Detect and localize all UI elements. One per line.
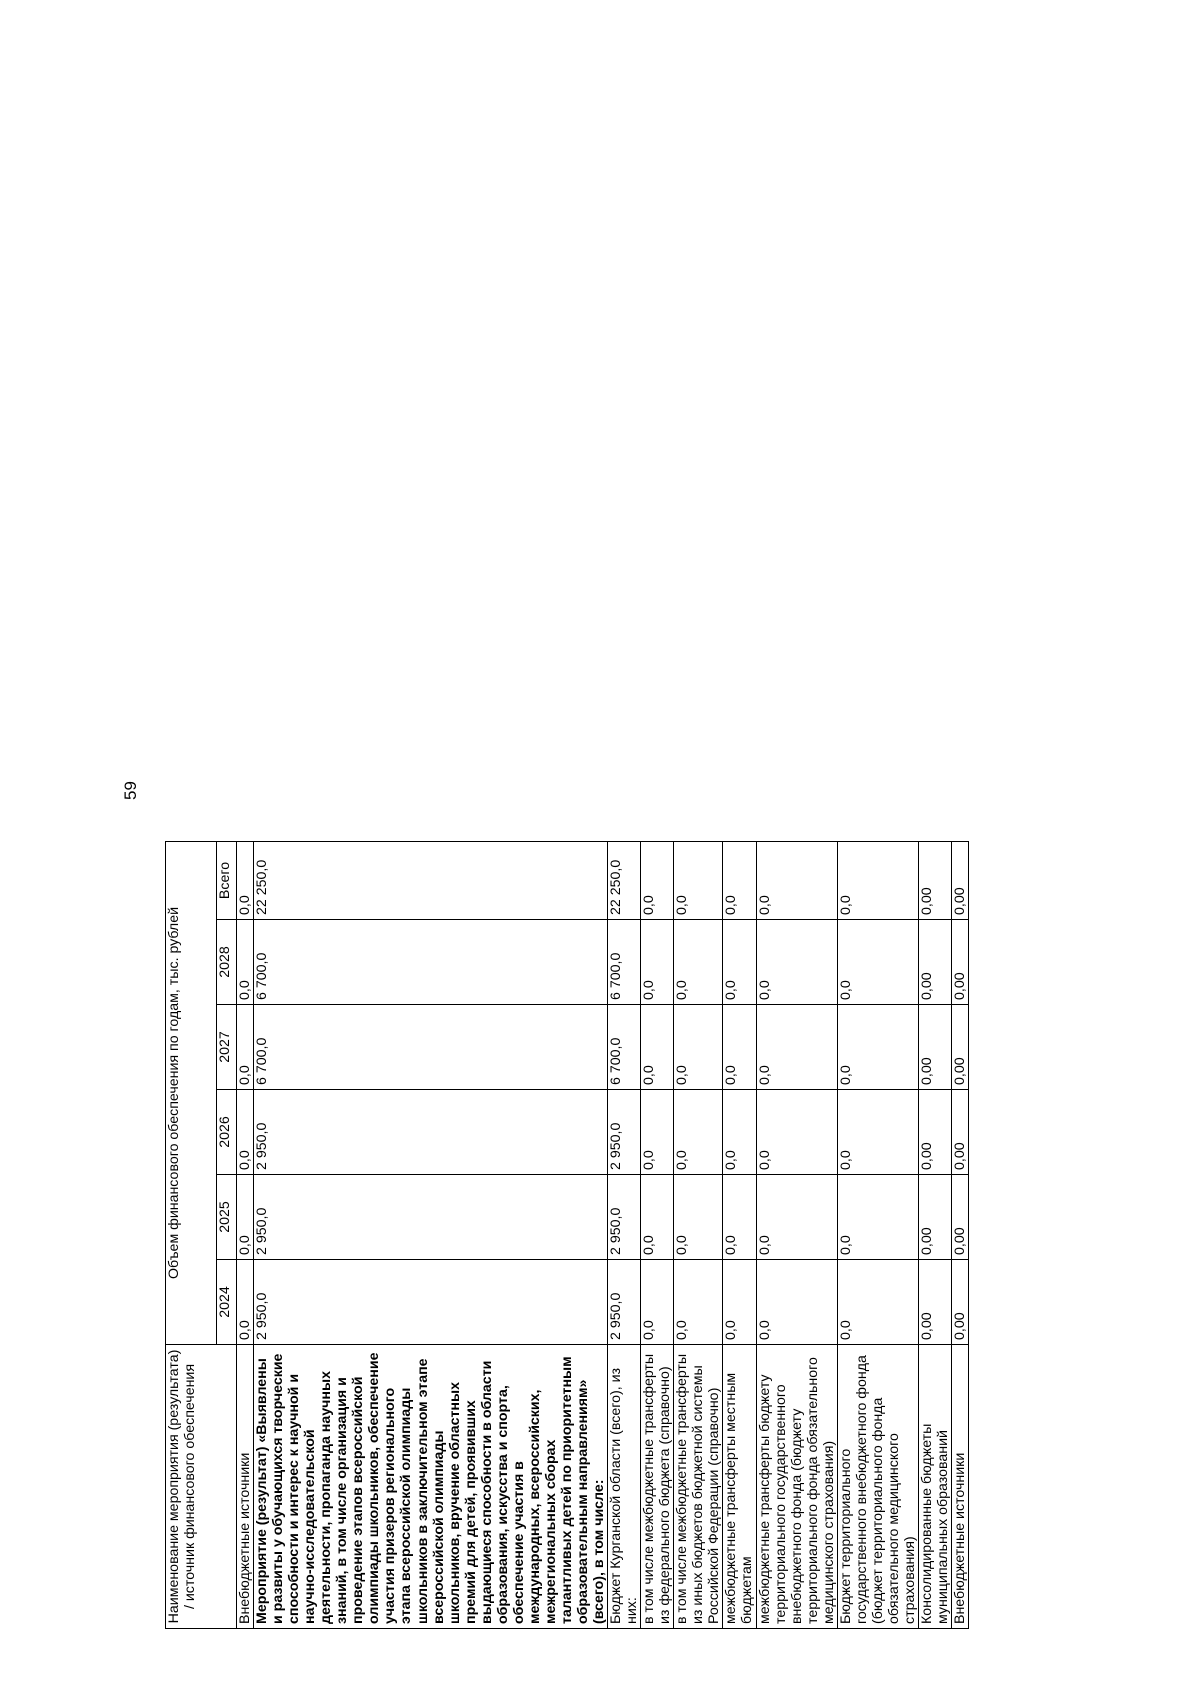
row-value: 0,0 — [641, 1260, 674, 1345]
row-value: 6 700,0 — [254, 920, 608, 1005]
row-value: 0,00 — [918, 920, 951, 1005]
row-value: 0,0 — [237, 1260, 254, 1345]
row-value: 0,0 — [837, 1005, 918, 1090]
header-total: Всего — [217, 841, 237, 919]
row-name: межбюджетные трансферты местным бюджетам — [723, 1345, 756, 1629]
row-name: Консолидированные бюджеты муниципальных образований — [918, 1345, 951, 1629]
row-value: 0,0 — [674, 920, 723, 1005]
row-name: Бюджет Курганской области (всего), из них: — [608, 1345, 641, 1629]
row-value: 0,0 — [756, 920, 837, 1005]
row-total: 0,00 — [918, 841, 951, 919]
row-name: межбюджетные трансферты бюджету территориального государственного внебюджетного фонда (бюджету территориального фонда обязательного медицинского страхования) — [756, 1345, 837, 1629]
rotated-table-container — [165, 842, 1080, 1629]
header-year: 2027 — [217, 1005, 237, 1090]
row-value: 0,00 — [952, 1175, 969, 1260]
row-value: 0,0 — [641, 1090, 674, 1175]
table-row — [608, 841, 641, 1628]
row-value: 0,0 — [641, 920, 674, 1005]
row-value: 2 950,0 — [254, 1090, 608, 1175]
row-value: 0,0 — [756, 1005, 837, 1090]
row-total: 22 250,0 — [608, 841, 641, 919]
row-value: 0,00 — [952, 1005, 969, 1090]
row-value: 0,0 — [237, 920, 254, 1005]
row-value: 0,0 — [756, 1090, 837, 1175]
header-year: 2028 — [217, 920, 237, 1005]
row-value: 0,0 — [723, 1090, 756, 1175]
table-row — [756, 841, 837, 1628]
header-year: 2025 — [217, 1175, 237, 1260]
row-total: 0,0 — [237, 841, 254, 919]
row-value: 0,0 — [674, 1005, 723, 1090]
row-value: 2 950,0 — [608, 1090, 641, 1175]
row-value: 2 950,0 — [608, 1175, 641, 1260]
row-value: 0,0 — [837, 1090, 918, 1175]
row-value: 0,0 — [837, 1175, 918, 1260]
row-value: 0,00 — [918, 1175, 951, 1260]
row-value: 0,0 — [237, 1005, 254, 1090]
row-name: в том числе межбюджетные трансферты из федерального бюджета (справочно) — [641, 1345, 674, 1629]
row-name: Внебюджетные источники — [237, 1345, 254, 1629]
table-row — [952, 841, 969, 1628]
row-total: 0,0 — [674, 841, 723, 919]
row-name: Внебюджетные источники — [952, 1345, 969, 1629]
row-value: 0,0 — [756, 1175, 837, 1260]
row-total: 22 250,0 — [254, 841, 608, 919]
row-value: 0,0 — [837, 1260, 918, 1345]
row-value: 0,00 — [918, 1260, 951, 1345]
table-row — [918, 841, 951, 1628]
row-total: 0,0 — [641, 841, 674, 919]
row-value: 2 950,0 — [608, 1260, 641, 1345]
header-year: 2026 — [217, 1090, 237, 1175]
row-value: 0,00 — [952, 1090, 969, 1175]
row-value: 0,0 — [674, 1090, 723, 1175]
row-value: 0,00 — [918, 1005, 951, 1090]
financing-table — [165, 841, 969, 1629]
row-total: 0,0 — [837, 841, 918, 919]
table-row — [254, 841, 608, 1628]
row-value: 6 700,0 — [608, 1005, 641, 1090]
row-value: 0,0 — [237, 1175, 254, 1260]
page-number: 59 — [121, 781, 140, 800]
row-value: 0,0 — [237, 1090, 254, 1175]
row-total: 0,0 — [723, 841, 756, 919]
row-value: 2 950,0 — [254, 1175, 608, 1260]
table-row — [641, 841, 674, 1628]
row-value: 0,0 — [723, 1005, 756, 1090]
row-value: 0,0 — [674, 1175, 723, 1260]
row-value: 0,0 — [723, 1175, 756, 1260]
row-name: Бюджет территориального государственного внебюджетного фонда (бюджет территориального фонда обязательного медицинского страхования) — [837, 1345, 918, 1629]
table-row — [723, 841, 756, 1628]
row-value: 0,0 — [837, 920, 918, 1005]
row-value: 0,00 — [952, 1260, 969, 1345]
row-value: 2 950,0 — [254, 1260, 608, 1345]
row-name: в том числе межбюджетные трансферты из иных бюджетов бюджетной системы Российской Федерации (справочно) — [674, 1345, 723, 1629]
row-value: 0,0 — [641, 1175, 674, 1260]
row-value: 0,0 — [723, 920, 756, 1005]
row-value: 0,0 — [674, 1260, 723, 1345]
row-value: 0,00 — [952, 920, 969, 1005]
row-value: 6 700,0 — [608, 920, 641, 1005]
row-value: 0,0 — [723, 1260, 756, 1345]
table-row — [674, 841, 723, 1628]
header-year: 2024 — [217, 1260, 237, 1345]
row-name: Мероприятие (результат) «Выявлены и развиты у обучающихся творческие способности и интерес к научной и научно-исследовательской деятельности, пропаганда научных знаний, в том числе организация и проведение этапов всероссийской олимпиады школьников, обеспечение участия призеров регионального этапа всероссийской олимпиады школьников в заключительном этапе всероссийской олимпиады школьников, вручение областных премий для детей, проявивших выдающиеся способности в области образования, искусства и спорта, обеспечение участия в международных, всероссийских, межрегиональных сборах талантливых детей по приоритетным образовательным направлениям» (всего), в том числе: — [254, 1345, 608, 1629]
row-value: 0,0 — [756, 1260, 837, 1345]
row-total: 0,00 — [952, 841, 969, 919]
row-value: 0,00 — [918, 1090, 951, 1175]
header-name-cell: Наименование мероприятия (результата) / источник финансового обеспечения — [166, 1345, 237, 1629]
row-total: 0,0 — [756, 841, 837, 919]
table-row — [237, 841, 254, 1628]
row-value: 0,0 — [641, 1005, 674, 1090]
row-value: 6 700,0 — [254, 1005, 608, 1090]
header-volume-cell: Объем финансового обеспечения по годам, тыс. рублей — [166, 841, 217, 1344]
table-row — [837, 841, 918, 1628]
